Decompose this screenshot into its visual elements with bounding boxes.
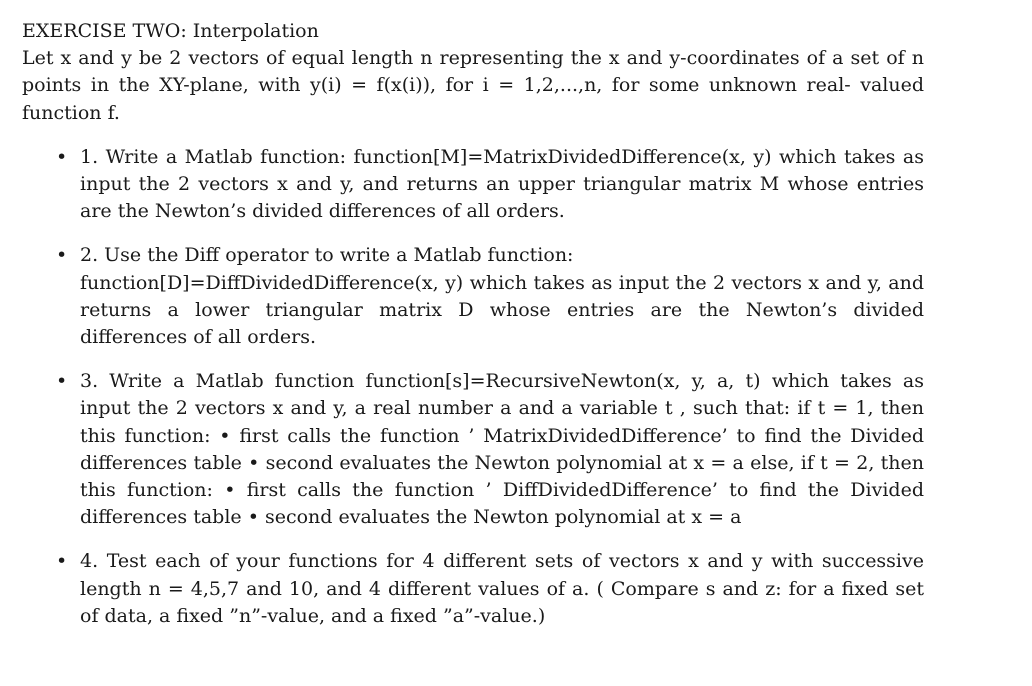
exercise-intro: Let x and y be 2 vectors of equal length n representing the x and y-coordinates of a set of n points in the XY-plane, with y(i) = f(x(i)), for i = 1,2,...,n, for some unknown real- valued function f. [22,47,924,124]
task-text: 1. Write a Matlab function: function[M]=MatrixDividedDifference(x, y) which takes as input the 2 vectors x and y, and returns an upper triangular matrix M whose entries are the Newton’s divided differences of all orders. [80,145,924,223]
bullet-icon: • [56,244,68,267]
task-item-1 [22,144,924,226]
exercise-page [22,18,924,647]
task-text: 4. Test each of your functions for 4 different sets of vectors x and y with successive length n = 4,5,7 and 10, and 4 different values of a. ( Compare s and z: for a fixed set of data, a fixed ”n”-value, and a fixed ”a”-value.) [80,550,924,627]
task-list [22,144,924,630]
exercise-title: EXERCISE TWO: Interpolation [22,20,319,42]
bullet-icon: • [56,370,68,393]
task-text: function[D]=DiffDividedDifference(x, y) which takes as input the 2 vectors x and y, and returns a lower triangular matrix D whose entries are the Newton’s divided differences of all orders. [80,271,924,349]
bullet-icon: • [56,550,68,573]
task-text: 3. Write a Matlab function function[s]=RecursiveNewton(x, y, a, t) which takes as input the 2 vectors x and y, a real number a and a variable t , such that: if t = 1, then this function: • first calls the function ’ MatrixDividedDifference’ to find the Divided differences table • second evaluates the Newton polynomial at x = a else, if t = 2, then this function: • first calls the function ’ DiffDividedDifference’ to find the Divided differences table • second evaluates the Newton polynomial at x = a [80,370,924,529]
task-item-4 [22,548,924,630]
bullet-icon: • [56,145,68,168]
task-heading-line: 2. Use the Diff operator to write a Matlab function: [80,244,574,267]
task-item-3 [22,368,924,531]
task-item-2 [22,242,924,351]
